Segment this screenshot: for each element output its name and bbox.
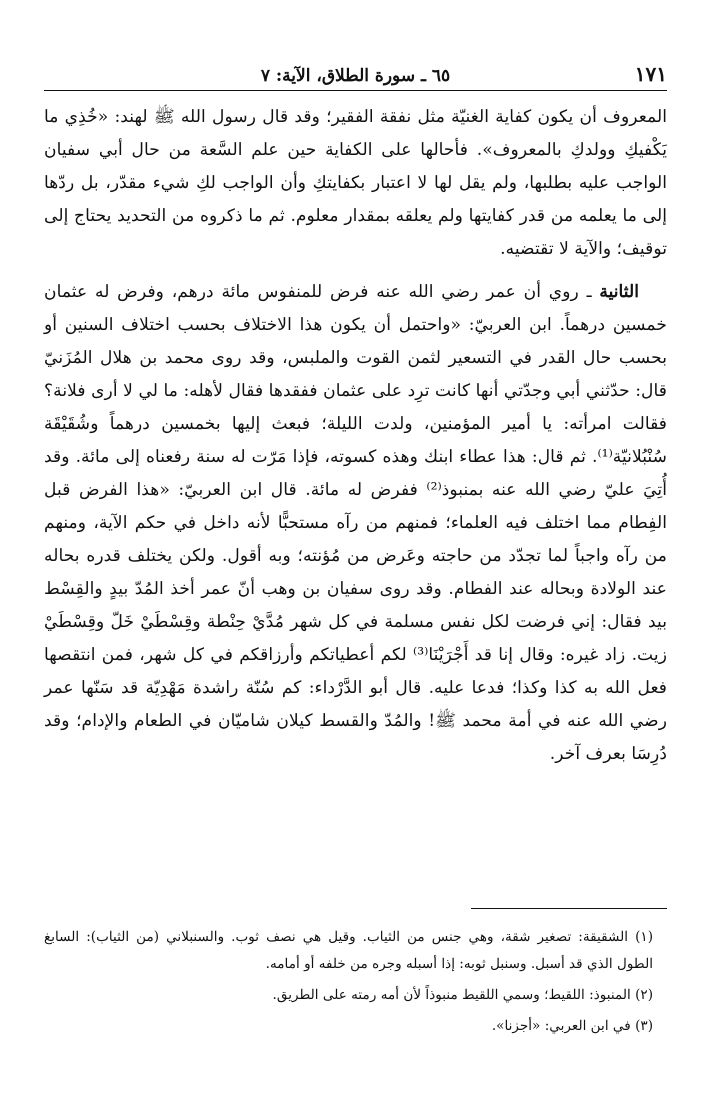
page-header (44, 58, 667, 91)
footnotes (44, 924, 667, 1044)
page-number: ١٧١ (634, 62, 667, 86)
footnote-1: (١) الشقيقة: تصغير شقة، وهي جنس من الثياب. وقيل هي نصف ثوب. والسنبلاني (من الثياب): السابغ الطول الذي قد أسبل. وسنبل ثوبه: إذا أسبله وجره من خلفه أو أمامه. (44, 929, 653, 972)
footnote-2: (٢) المنبوذ: اللقيط؛ وسمي اللقيط منبوذاً لأن أمه رمته على الطريق. (272, 987, 653, 1003)
paragraph-2-text: ـ روي أن عمر رضي الله عنه فرض للمنفوس مائة درهم، وفرض له عثمان خمسين درهماً. ابن العربيّ: «واحتمل أن يكون هذا الاختلاف بحسب اختلاف السنين أو بحسب حال القدر في التسعير لثمن القوت والملبس، وقد روى محمد بن هلال المُزَنيّ قال: حدّثني أبي وجدّتي أنها كانت ترِد على عثمان ففقدها فقال لأهله: ما لي لا أرى فلانة؟ فقالت امرأته: يا أمير المؤمنين، ولدت الليلة؛ فبعث إليها بخمسين درهماً وشُقَيْقَة سُنْبُلانيّة⁽¹⁾. ثم قال: هذا عطاء ابنك وهذه كسوته، فإذا مَرّت له سنة رفعناه إلى مائة. وقد أُتِيَ عليّ رضي الله عنه بمنبوذ⁽²⁾ ففرض له مائة. قال ابن العربيّ: «هذا الفرض قبل الفِطام مما اختلف فيه العلماء؛ فمنهم من رآه مستحبًّا لأنه داخل في حكم الآية، ومنهم من رآه واجباً لما تجدّد من حاجته وعَرض من مُؤنته؛ وبه أقول. ولكن يختلف قدره بحاله عند الولادة وبحاله عند الفطام. وقد روى سفيان بن وهب أنّ عمر أخذ المُدّ بيدٍ والقِسْط بيد فقال: إني فرضت لكل نفس مسلمة في كل شهر مُدَّيْ حِنْطة وقِسْطَيْ خَلّ وقِسْطَيْ زيت. زاد غيره: وقال إنا قد أَجْرَيْنَا⁽³⁾ لكم أعطياتكم وأرزاقكم في كل شهر، فمن انتقصها فعل الله به كذا وكذا؛ فدعا عليه. قال أبو الدَّرْداء: كم سُنّة راشدة مَهْدِيّة قد سَنّها عمر رضي الله عنه في أمة محمد ﷺ! والمُدّ والقسط كيلان شاميّان في الطعام والإدام؛ وقد دُرِسَا بعرف آخر. (44, 282, 668, 764)
paragraph-1: المعروف أن يكون كفاية الغنيّة مثل نفقة الفقير؛ وقد قال رسول الله ﷺ لهند: «خُذِي ما يَكْفيكِ وولدكِ بالمعروف». فأحالها على الكفاية حين علم السَّعة من حال أبي سفيان الواجب عليه بطلبها، ولم يقل لها لا اعتبار بكفايتكِ وأن الواجب لكِ شيء مقدّر، بل ردّها إلى ما يعلمه من قدر كفايتها ولم يعلقه بمقدار معلوم. ثم ما ذكروه من التحديد يحتاج إلى توقيف؛ والآية لا تقتضيه. (44, 107, 667, 259)
footnote-divider (471, 908, 667, 909)
section-lead-second: الثانية (599, 282, 639, 302)
running-title: ٦٥ ـ سورة الطلاق، الآية: ٧ (260, 66, 451, 86)
book-page (44, 58, 667, 1080)
paragraph-2 (44, 276, 667, 771)
footnote-3: (٣) في ابن العربي: «أجزنا». (491, 1018, 653, 1034)
main-text (44, 101, 667, 771)
